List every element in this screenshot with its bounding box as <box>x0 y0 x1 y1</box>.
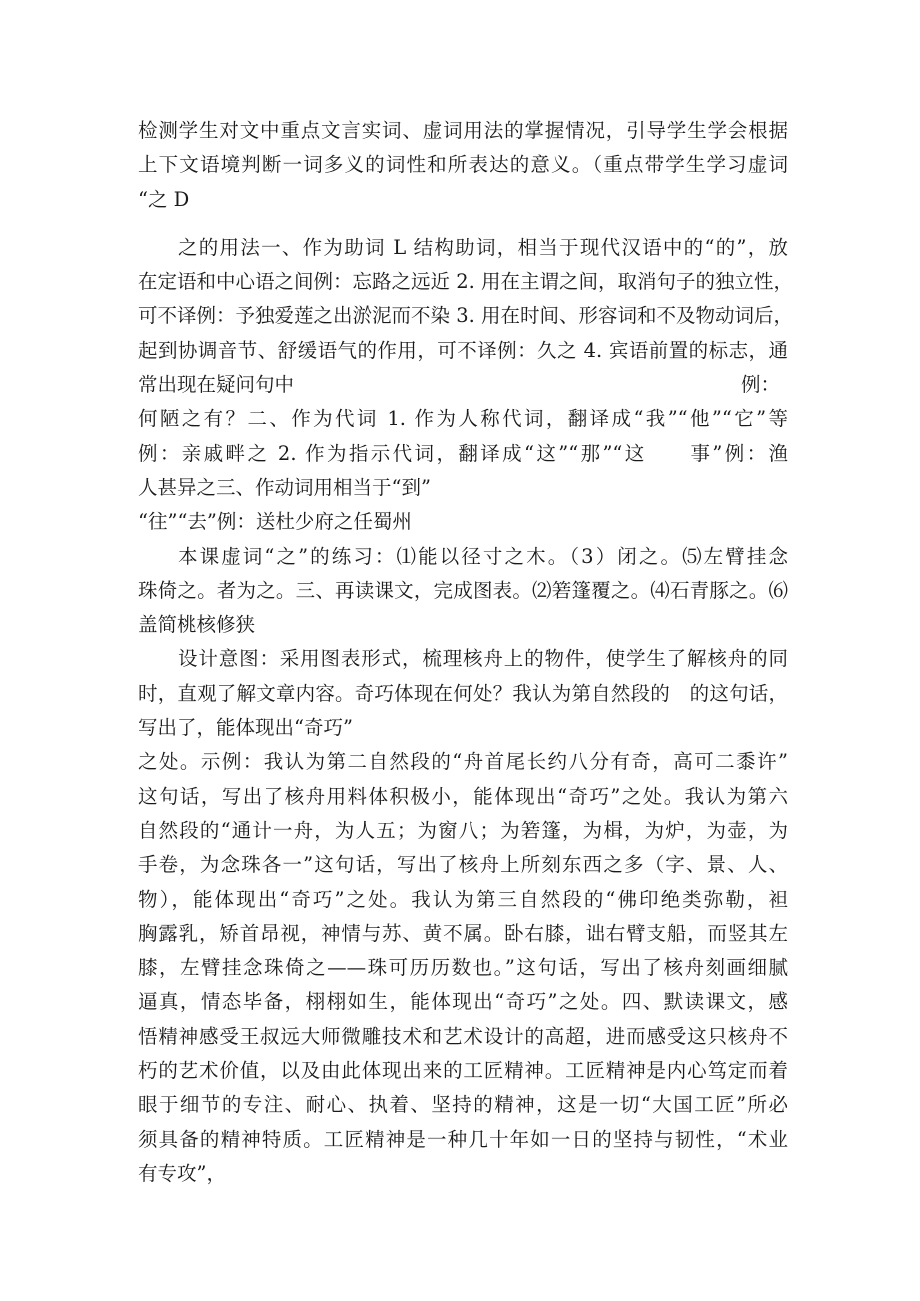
text-line: 在定语和中心语之间例：忘路之远近 2. 用在主谓之间，取消句子的独立性， <box>138 270 794 294</box>
text-line: 检测学生对文中重点文言实词、虚词用法的掌握情况，引导学生学会根据 <box>138 119 788 142</box>
paragraph-start-line: 设计意图：采用图表形式，梳理核舟上的物件，使学生了解核舟的同 <box>178 647 788 671</box>
text-line: 写出了，能体现出“奇巧” <box>138 716 353 740</box>
text-line: 有专攻”， <box>138 1161 226 1185</box>
text-line: 自然段的“通计一舟，为人五；为窗八；为箬篷，为楫，为炉，为壶，为 <box>138 818 788 842</box>
text-line: 这句话，写出了核舟用料体积极小，能体现出“奇巧”之处。我认为第六 <box>138 784 788 808</box>
document-page <box>138 114 794 1191</box>
text-line: 膝，左臂挂念珠倚之——珠可历历数也。”这句话，写出了核舟刻画细腻 <box>138 956 788 980</box>
text-line: 逼真，情态毕备，栩栩如生，能体现出“奇巧”之处。四、默读课文，感 <box>138 990 788 1014</box>
text-line: 起到协调音节、舒缓语气的作用，可不译例：久之 4. 宾语前置的标志，通 <box>138 338 788 362</box>
text-segment: 常出现在疑问句中 <box>138 373 295 397</box>
text-line: 悟精神感受王叔远大师微雕技术和艺术设计的高超，进而感受这只核舟不 <box>138 1024 788 1048</box>
text-line: 眼于细节的专注、耐心、执着、坚持的精神，这是一切“大国工匠”所必 <box>138 1093 788 1117</box>
text-line: 何陋之有？二、作为代词 1. 作为人称代词，翻译成“我”“他”“它”等 <box>138 407 788 431</box>
text-line: 盖简桃核修狭 <box>138 613 256 637</box>
text-line: 人甚异之三、作动词用相当于“到” <box>138 475 431 499</box>
text-line: “往”“去”例：送杜少府之任蜀州 <box>138 510 412 534</box>
text-line: 须具备的精神特质。工匠精神是一种几十年如一日的坚持与韧性，“术业 <box>138 1127 788 1151</box>
text-line: 时，直观了解文章内容。奇巧体现在何处？我认为第自然段的 的这句话， <box>138 681 788 705</box>
text-line: “之 D <box>138 187 190 211</box>
text-line: 例：亲戚畔之 2. 作为指示代词，翻译成“这”“那”“这 事”例：渔 <box>138 441 788 465</box>
text-line: 之处。示例：我认为第二自然段的“舟首尾长约八分有奇，高可二黍许” <box>138 750 788 774</box>
text-line: 上下文语境判断一词多义的词性和所表达的意义。（重点带学生学习虚词 <box>138 153 788 177</box>
text-line: 可不译例：予独爱莲之出淤泥而不染 3. 用在时间、形容词和不及物动词后， <box>138 304 794 328</box>
text-line: 物），能体现出“奇巧”之处。我认为第三自然段的“佛印绝类弥勒，袒 <box>138 887 788 911</box>
text-line: 珠倚之。者为之。三、再读课文，完成图表。⑵箬篷覆之。⑷石青豚之。⑹ <box>138 578 788 602</box>
text-line: 胸露乳，矫首昂视，神情与苏、黄不属。卧右膝，诎右臂支船，而竖其左 <box>138 921 788 945</box>
text-line: 朽的艺术价值，以及由此体现出来的工匠精神。工匠精神是内心笃定而着 <box>138 1059 788 1083</box>
paragraph-start-line: 之的用法一、作为助词 L 结构助词，相当于现代汉语中的“的”，放 <box>178 235 788 259</box>
text-line: 手卷，为念珠各一”这句话，写出了核舟上所刻东西之多（字、景、人、 <box>138 853 788 877</box>
text-segment: 例： <box>740 373 780 397</box>
paragraph-start-line: 本课虚词“之”的练习：⑴能以径寸之木。（3）闭之。⑸左臂挂念 <box>178 544 788 568</box>
text-line-split <box>138 368 788 402</box>
